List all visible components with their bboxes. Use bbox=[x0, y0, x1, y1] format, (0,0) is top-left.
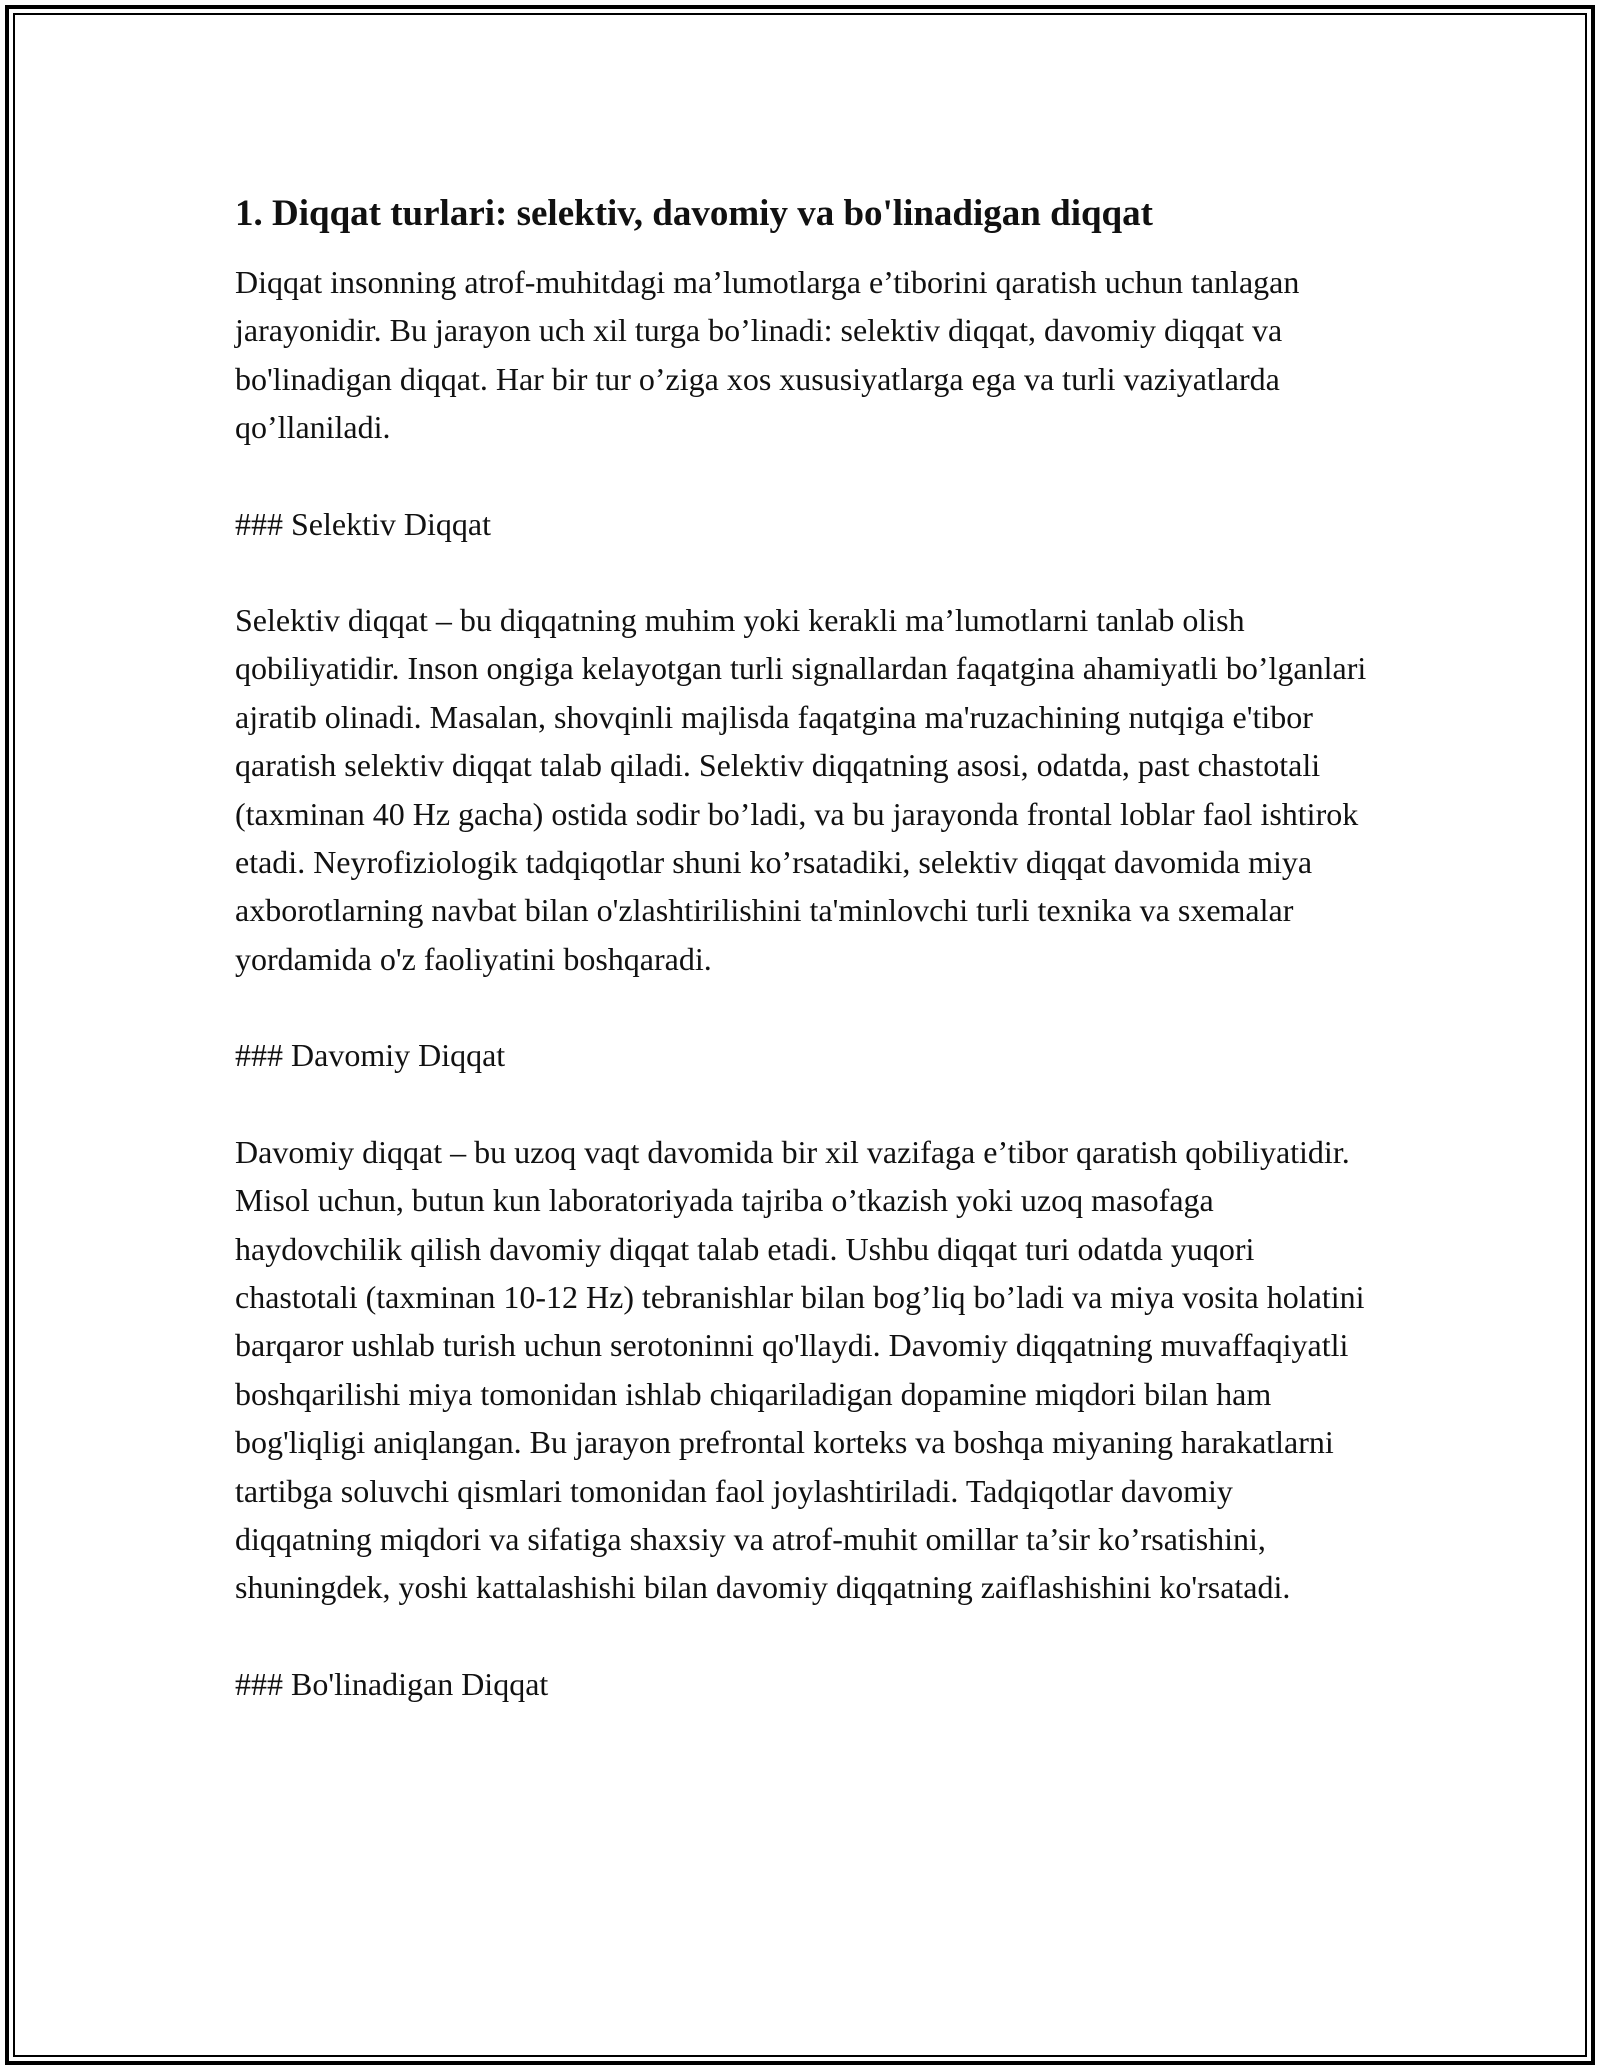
document-title: 1. Diqqat turlari: selektiv, davomiy va bo'linadigan diqqat bbox=[235, 193, 1153, 234]
document-content bbox=[235, 190, 1375, 1756]
section-heading-sustained: ### Davomiy Diqqat bbox=[235, 1037, 506, 1074]
intro-paragraph: Diqqat insonning atrof-muhitdagi ma’lumotlarga e’tiborini qaratish uchun tanlagan jarayonidir. Bu jarayon uch xil turga bo’linadi: selektiv diqqat, davomiy diqqat va bo'linadigan diqqat. Har bir tur o’ziga xos xususiyatlarga ega va turli vaziyatlarda qo’llaniladi. bbox=[235, 264, 1300, 446]
section-body-sustained: Davomiy diqqat – bu uzoq vaqt davomida bir xil vazifaga e’tibor qaratish qobiliyatidir. Misol uchun, butun kun laboratoriyada tajriba o’tkazish yoki uzoq masofaga haydovchilik qilish davomiy diqqat talab etadi. Ushbu diqqat turi odatda yuqori chastotali (taxminan 10-12 Hz) tebranishlar bilan bog’liq bo’ladi va miya vosita holatini barqaror ushlab turish uchun serotoninni qo'llaydi. Davomiy diqqatning muvaffaqiyatli boshqarilishi miya tomonidan ishlab chiqariladigan dopamine miqdori bilan ham bog'liqligi aniqlangan. Bu jarayon prefrontal korteks va boshqa miyaning harakatlarni tartibga soluvchi qismlari tomonidan faol joylashtiriladi. Tadqiqotlar davomiy diqqatning miqdori va sifatiga shaxsiy va atrof-muhit omillar ta’sir ko’rsatishini, shuningdek, yoshi kattalashishi bilan davomiy diqqatning zaiflashishini ko'rsatadi. bbox=[235, 1133, 1365, 1606]
section-heading-selective: ### Selektiv Diqqat bbox=[235, 505, 491, 542]
section-heading-divided: ### Bo'linadigan Diqqat bbox=[235, 1665, 549, 1702]
section-body-selective: Selektiv diqqat – bu diqqatning muhim yoki kerakli ma’lumotlarni tanlab olish qobiliyatidir. Inson ongiga kelayotgan turli signallardan faqatgina ahamiyatli bo’lganlari ajratib olinadi. Masalan, shovqinli majlisda faqatgina ma'ruzachining nutqiga e'tibor qaratish selektiv diqqat talab qiladi. Selektiv diqqatning asosi, odatda, past chastotali (taxminan 40 Hz gacha) ostida sodir bo’ladi, va bu jarayonda frontal loblar faol ishtirok etadi. Neyrofiziologik tadqiqotlar shuni ko’rsatadiki, selektiv diqqat davomida miya axborotlarning navbat bilan o'zlashtirilishini ta'minlovchi turli texnika va sxemalar yordamida o'z faoliyatini boshqaradi. bbox=[235, 602, 1367, 977]
